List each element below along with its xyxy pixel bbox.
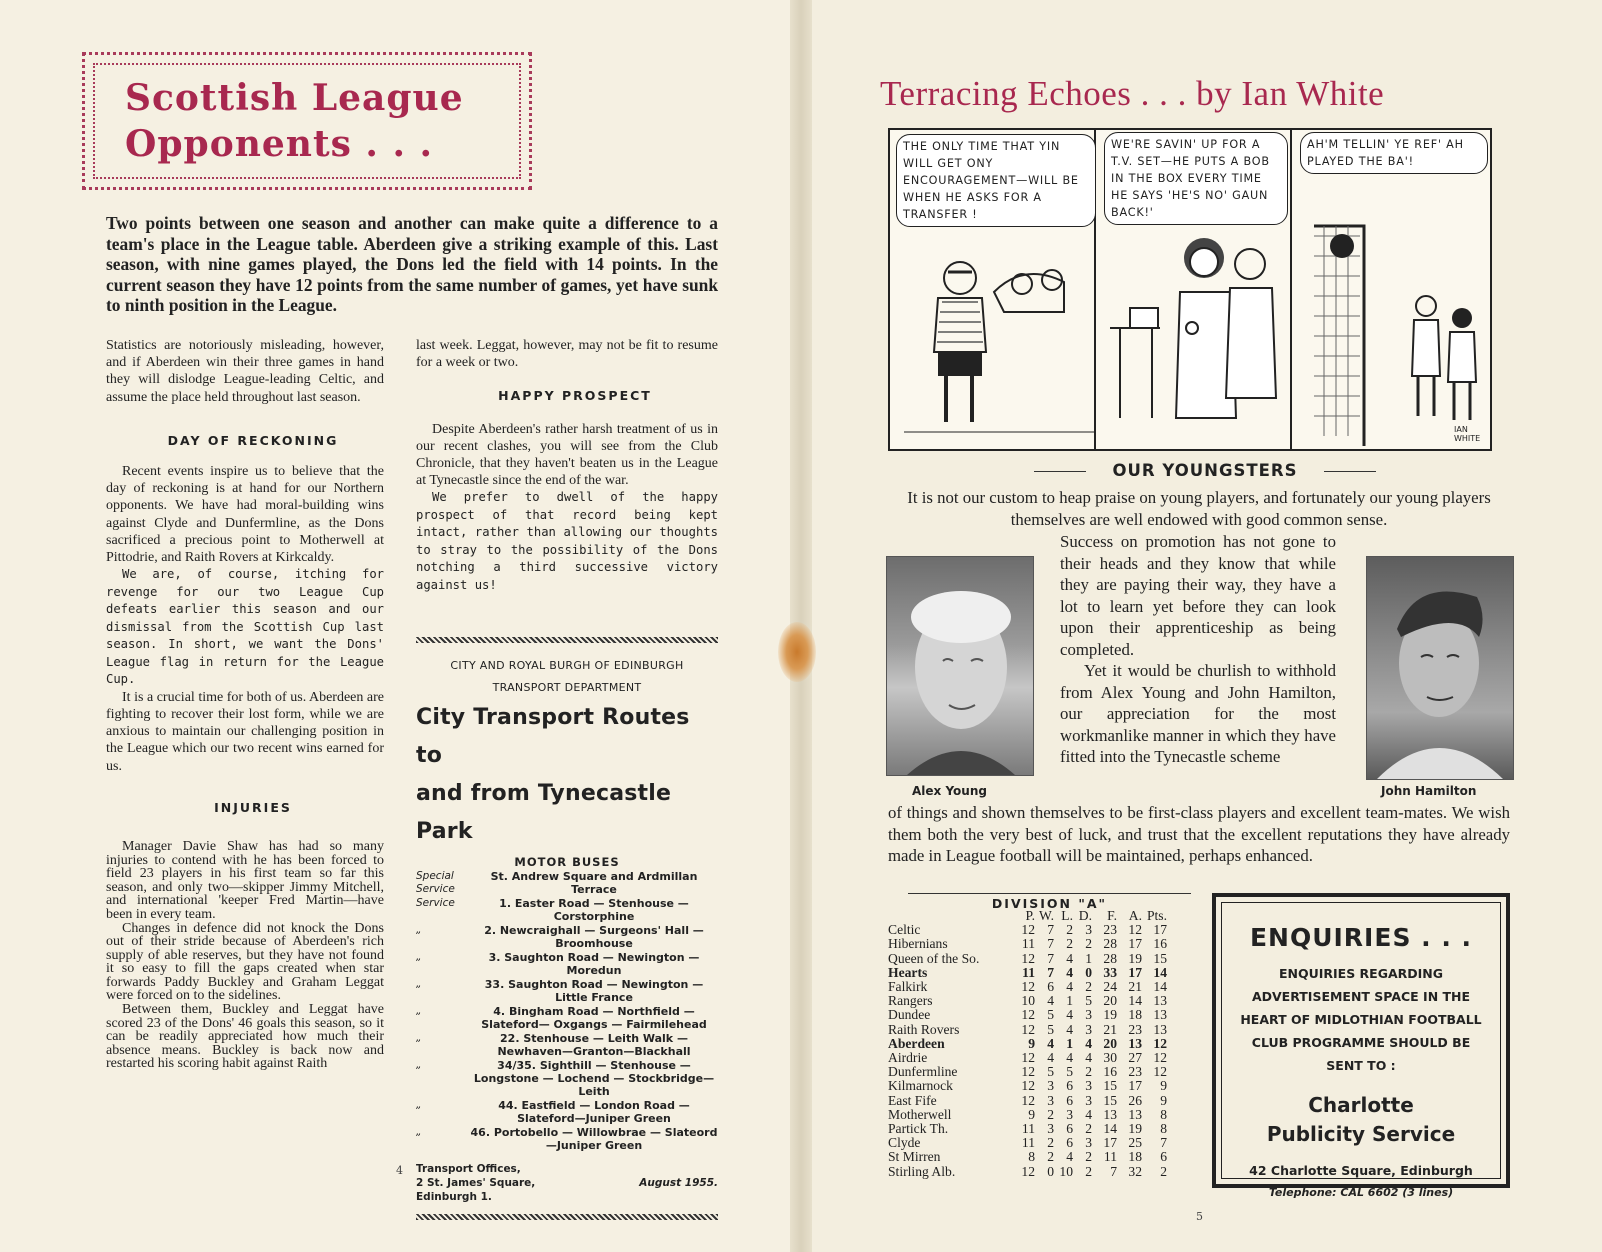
table-cell-pts: 8 [1160, 1121, 1167, 1137]
table-cell-p: 8 [1028, 1149, 1035, 1165]
title-line-1: Scottish League [125, 77, 464, 119]
table-cell-p: 12 [1021, 1007, 1035, 1023]
table-cell-w: 2 [1047, 1149, 1054, 1165]
table-cell-d: 2 [1085, 1149, 1092, 1165]
portrait-alex-young-icon [887, 557, 1033, 775]
team-name: Dunfermline [888, 1065, 958, 1080]
transport-bottom-rule [416, 1214, 718, 1220]
league-table-body [888, 923, 1191, 1179]
table-cell-p: 12 [1021, 1021, 1035, 1037]
cartoon-footballer-drawing [894, 242, 1094, 442]
table-cell-l: 4 [1066, 1050, 1073, 1066]
table-cell-pts: 17 [1153, 922, 1167, 938]
table-cell-a: 13 [1128, 1035, 1142, 1051]
table-cell-pts: 16 [1153, 936, 1167, 952]
table-cell-f: 28 [1103, 950, 1117, 966]
table-cell-l: 10 [1059, 1163, 1073, 1179]
table-cell-f: 30 [1103, 1050, 1117, 1066]
team-name: Partick Th. [888, 1122, 949, 1137]
team-name: Celtic [888, 923, 921, 938]
table-row [888, 1122, 1191, 1136]
table-cell-f: 17 [1103, 1135, 1117, 1151]
table-cell-f: 33 [1103, 964, 1117, 980]
table-cell-d: 2 [1085, 936, 1092, 952]
table-cell-f: 20 [1103, 993, 1117, 1009]
col-header-l: L. [1061, 908, 1073, 923]
table-cell-f: 7 [1110, 1163, 1117, 1179]
route-text: 2. Newcraighall — Surgeons' Hall —Broomhouse [484, 924, 704, 950]
table-cell-f: 14 [1103, 1121, 1117, 1137]
table-row [888, 1108, 1191, 1122]
lead-paragraph: Two points between one season and another can make quite a difference to a team's place in the League table. Aberdeen give a striking example of this. Last season, with nine games played, the Dons led the field with 14 points. In the current season they have 12 points from the same number of games, yet have sunk to ninth position in the League. [106, 213, 718, 316]
table-cell-l: 1 [1066, 1035, 1073, 1051]
table-row [888, 1094, 1191, 1108]
offices-line-2: 2 St. James' Square, [416, 1177, 536, 1189]
route-text: 33. Saughton Road — Newington — Little France [484, 978, 704, 1004]
col-header-pts: Pts. [1146, 908, 1167, 923]
route-text: 22. Stenhouse — Leith Walk — Newhaven—Granton—Blackhall [497, 1032, 691, 1058]
table-cell-pts: 12 [1153, 1035, 1167, 1051]
col1-paragraph-6: Changes in defence did not knock the Dons out of their stride because of Aberdeen's rich supply of able reserves, but they have not found it so easy to fill the gaps created when star forwards Paddy Buckley and Graham Leggat were forced on to the sidelines. [106, 920, 384, 1004]
table-cell-a: 19 [1128, 950, 1142, 966]
table-cell-d: 4 [1085, 1050, 1092, 1066]
table-cell-p: 11 [1021, 936, 1035, 952]
rust-stain [778, 622, 816, 682]
table-cell-f: 16 [1103, 1064, 1117, 1080]
table-cell-l: 6 [1066, 1092, 1073, 1108]
table-cell-f: 23 [1103, 922, 1117, 938]
table-cell-w: 6 [1047, 979, 1054, 995]
cartoon-strip [888, 128, 1492, 451]
table-cell-d: 3 [1085, 1092, 1092, 1108]
transport-subtitle: MOTOR BUSES [514, 855, 620, 869]
team-name: Rangers [888, 994, 933, 1009]
table-cell-w: 4 [1047, 1050, 1054, 1066]
col-header-w: W. [1039, 908, 1054, 923]
terracing-echoes-title: Terracing Echoes . . . by Ian White [880, 74, 1385, 113]
table-cell-f: 13 [1103, 1106, 1117, 1122]
table-cell-w: 3 [1047, 1121, 1054, 1137]
table-cell-l: 4 [1066, 1007, 1073, 1023]
table-cell-d: 4 [1085, 1035, 1092, 1051]
col-header-p: P. [1025, 908, 1035, 923]
table-cell-p: 10 [1021, 993, 1035, 1009]
table-cell-a: 17 [1128, 936, 1142, 952]
table-cell-l: 1 [1066, 993, 1073, 1009]
cartoon-panel-2 [1096, 130, 1292, 449]
table-cell-p: 12 [1021, 1064, 1035, 1080]
transport-date: August 1955. [639, 1177, 718, 1189]
table-cell-l: 4 [1066, 979, 1073, 995]
table-cell-pts: 14 [1153, 979, 1167, 995]
table-row [888, 923, 1191, 937]
table-cell-w: 2 [1047, 1135, 1054, 1151]
portrait-john-hamilton-icon [1367, 557, 1513, 779]
table-cell-a: 14 [1128, 993, 1142, 1009]
route-item [416, 897, 718, 923]
enquiries-address: 42 Charlotte Square, Edinburgh [1249, 1163, 1473, 1178]
table-cell-p: 12 [1021, 1163, 1035, 1179]
transport-title-line-1: City Transport Routes to [416, 705, 690, 768]
table-cell-a: 23 [1128, 1064, 1142, 1080]
table-row [888, 1165, 1191, 1179]
table-cell-d: 2 [1085, 1121, 1092, 1137]
table-cell-a: 32 [1128, 1163, 1142, 1179]
transport-dept-line-1: CITY AND ROYAL BURGH OF EDINBURGH [450, 659, 684, 672]
table-cell-pts: 9 [1160, 1078, 1167, 1094]
photo-alex-young [886, 556, 1034, 776]
table-cell-d: 3 [1085, 1007, 1092, 1023]
route-label: „ [416, 1099, 422, 1111]
speech-bubble-1: THE ONLY TIME THAT YIN WILL GET ONY ENCOURAGEMENT—WILL BE WHEN HE ASKS FOR A TRANSFER ! [896, 134, 1096, 227]
table-cell-l: 6 [1066, 1135, 1073, 1151]
table-cell-w: 7 [1047, 922, 1054, 938]
route-label: „ [416, 1126, 422, 1138]
table-cell-a: 17 [1128, 1078, 1142, 1094]
caption-john-hamilton: John Hamilton [1381, 784, 1477, 798]
table-row [888, 1023, 1191, 1037]
table-cell-d: 2 [1085, 979, 1092, 995]
team-name: Stirling Alb. [888, 1164, 956, 1179]
cartoon-signature: IAN WHITE [1454, 425, 1481, 443]
cartoon-panel-3 [1292, 130, 1492, 449]
table-row [888, 1037, 1191, 1051]
route-label: „ [416, 924, 422, 936]
table-cell-w: 7 [1047, 964, 1054, 980]
table-cell-pts: 12 [1153, 1050, 1167, 1066]
table-cell-pts: 12 [1153, 1064, 1167, 1080]
table-cell-w: 5 [1047, 1021, 1054, 1037]
youngsters-conclusion: of things and shown themselves to be first-class players and excellent team-mates. We wish them both the very best of luck, and trust that the excellent reputations they have already made in League football will be maintained, perhaps enhanced. [888, 803, 1510, 865]
enquiries-title: ENQUIRIES . . . [1249, 923, 1473, 952]
route-text: 34/35. Sighthill — Stenhouse — Longstone — Lochend — Stockbridge—Leith [473, 1059, 715, 1098]
table-cell-f: 21 [1103, 1021, 1117, 1037]
table-cell-a: 18 [1128, 1007, 1142, 1023]
table-cell-pts: 13 [1153, 1007, 1167, 1023]
col1-paragraph-2: Recent events inspire us to believe that the day of reckoning is at hand for our Northern opponents. We have had moral-building wins against Clyde and Dunfermline, as the Dons sacrificed a precious point to Motherwell at Pittodrie, and Raith Rovers at Kirkcaldy. [106, 464, 384, 566]
table-cell-a: 27 [1128, 1050, 1142, 1066]
table-cell-l: 4 [1066, 964, 1073, 980]
col2-paragraph-2: Despite Aberdeen's rather harsh treatment of us in our recent clashes, you will see from the Club Chronicle, that they haven't beaten us in the League at Tynecastle since the end of the war. [416, 421, 718, 489]
col1-paragraph-7: Between them, Buckley and Leggat have scored 23 of the Dons' 46 goals this season, so it can be readily appreciated how much their absence means. Buckley is back now and restarted his scoring habit against Raith [106, 1002, 384, 1072]
route-item [416, 1032, 718, 1058]
table-cell-d: 0 [1085, 964, 1092, 980]
table-row [888, 1008, 1191, 1022]
transport-top-rule [416, 637, 718, 643]
cartoon-couple-drawing [1100, 218, 1290, 448]
table-cell-pts: 7 [1160, 1135, 1167, 1151]
table-cell-w: 7 [1047, 950, 1054, 966]
team-name: Dundee [888, 1008, 931, 1023]
team-name: Hearts [888, 965, 928, 980]
table-cell-pts: 9 [1160, 1092, 1167, 1108]
table-cell-l: 5 [1066, 1064, 1073, 1080]
table-cell-l: 2 [1066, 936, 1073, 952]
table-cell-a: 17 [1128, 964, 1142, 980]
table-cell-w: 3 [1047, 1078, 1054, 1094]
table-cell-w: 5 [1047, 1064, 1054, 1080]
league-table [888, 893, 1191, 1179]
offices-line-1: Transport Offices, [416, 1163, 521, 1175]
table-cell-pts: 14 [1153, 964, 1167, 980]
table-cell-l: 3 [1066, 1106, 1073, 1122]
enquiries-box [1212, 893, 1510, 1199]
table-cell-a: 23 [1128, 1021, 1142, 1037]
table-row [888, 937, 1191, 951]
youngsters-middle [1060, 531, 1336, 768]
table-cell-w: 4 [1047, 1035, 1054, 1051]
table-cell-l: 4 [1066, 1021, 1073, 1037]
table-cell-w: 3 [1047, 1092, 1054, 1108]
table-cell-d: 2 [1085, 1064, 1092, 1080]
table-cell-d: 3 [1085, 922, 1092, 938]
table-cell-a: 12 [1128, 922, 1142, 938]
table-row [888, 980, 1191, 994]
table-cell-p: 11 [1021, 1135, 1035, 1151]
table-cell-p: 12 [1021, 950, 1035, 966]
col2-paragraph-1: last week. Leggat, however, may not be fit to resume for a week or two. [416, 338, 718, 371]
table-cell-p: 9 [1028, 1035, 1035, 1051]
team-name: Clyde [888, 1136, 921, 1151]
table-row [888, 1065, 1191, 1079]
table-cell-f: 11 [1103, 1149, 1117, 1165]
table-cell-a: 19 [1128, 1121, 1142, 1137]
route-item [416, 1059, 718, 1098]
table-cell-p: 12 [1021, 922, 1035, 938]
table-cell-a: 26 [1128, 1092, 1142, 1108]
route-text: 4. Bingham Road — Northfield — Slateford— Oxgangs — Fairmilehead [481, 1005, 707, 1031]
table-cell-p: 9 [1028, 1106, 1035, 1122]
route-text: St. Andrew Square and Ardmillan Terrace [490, 870, 698, 896]
table-cell-a: 18 [1128, 1149, 1142, 1165]
table-cell-pts: 2 [1160, 1163, 1167, 1179]
table-cell-w: 4 [1047, 993, 1054, 1009]
youngsters-intro: It is not our custom to heap praise on young players, and fortunately our young players themselves are well endowed with good common sense. [907, 488, 1491, 529]
col-header-f: F. [1107, 908, 1117, 923]
table-cell-pts: 15 [1153, 950, 1167, 966]
route-item [416, 1126, 718, 1152]
speech-bubble-2: WE'RE SAVIN' UP FOR A T.V. SET—HE PUTS A BOB IN THE BOX EVERY TIME HE SAYS 'HE'S NO' GAUN BACK!' [1104, 132, 1288, 225]
col-header-d: D. [1078, 908, 1092, 923]
table-cell-pts: 13 [1153, 993, 1167, 1009]
page-number-left: 4 [396, 1164, 403, 1177]
table-cell-w: 0 [1047, 1163, 1054, 1179]
table-cell-l: 4 [1066, 950, 1073, 966]
table-cell-l: 6 [1066, 1121, 1073, 1137]
table-cell-p: 12 [1021, 1078, 1035, 1094]
col1-paragraph-4: It is a crucial time for both of us. Aberdeen are fighting to recover their lost form, while we are anxious to maintain our challenging position in the League which our two recent wins earned for us. [106, 689, 384, 774]
table-cell-d: 5 [1085, 993, 1092, 1009]
route-item [416, 978, 718, 1004]
table-cell-pts: 8 [1160, 1106, 1167, 1122]
table-cell-l: 4 [1066, 1149, 1073, 1165]
table-cell-f: 15 [1103, 1078, 1117, 1094]
col1-paragraph-5: Manager Davie Shaw has had so many injuries to contend with he has been forced to field 23 players in his first team so far this season, and only two—skipper Jimmy Mitchell, and international 'keeper Fred Martin—have been in every team. [106, 838, 384, 922]
table-cell-a: 21 [1128, 979, 1142, 995]
route-item [416, 924, 718, 950]
transport-title-line-2: and from Tynecastle Park [416, 781, 672, 844]
table-cell-d: 1 [1085, 950, 1092, 966]
route-label: „ [416, 1005, 422, 1017]
transport-dept-line-2: TRANSPORT DEPARTMENT [492, 681, 642, 694]
cartoon-panel-1 [890, 130, 1096, 449]
enquiries-body: ENQUIRIES REGARDING ADVERTISEMENT SPACE IN THE HEART OF MIDLOTHIAN FOOTBALL CLUB PROGRAMME SHOULD BE SENT TO : [1240, 966, 1482, 1073]
heading-injuries: INJURIES [214, 799, 292, 815]
route-label: Service [416, 897, 455, 909]
table-cell-d: 3 [1085, 1135, 1092, 1151]
table-cell-f: 19 [1103, 1007, 1117, 1023]
table-row [888, 1079, 1191, 1093]
table-cell-d: 3 [1085, 1078, 1092, 1094]
table-cell-d: 3 [1085, 1021, 1092, 1037]
team-name: Hibernians [888, 937, 948, 952]
table-cell-pts: 6 [1160, 1149, 1167, 1165]
column-2 [416, 337, 718, 594]
table-cell-a: 25 [1128, 1135, 1142, 1151]
youngsters-paragraph-1: Success on promotion has not gone to their heads and they know that while they are paying their way, they have a lot to learn yet before they can look upon their apprenticeship as being completed. [1060, 532, 1336, 659]
team-name: Falkirk [888, 980, 928, 995]
table-cell-p: 11 [1021, 1121, 1035, 1137]
table-cell-f: 20 [1103, 1035, 1117, 1051]
youngsters-paragraph-2: Yet it would be churlish to withhold from Alex Young and John Hamilton, our appreciation for the most workmanlike manner in which they have fitted into the Tynecastle scheme [1060, 661, 1336, 766]
table-cell-pts: 13 [1153, 1021, 1167, 1037]
table-cell-w: 5 [1047, 1007, 1054, 1023]
table-cell-l: 6 [1066, 1078, 1073, 1094]
table-cell-p: 12 [1021, 1050, 1035, 1066]
table-row [888, 966, 1191, 980]
table-row [888, 1150, 1191, 1164]
route-text: 44. Eastfield — London Road — Slateford—Juniper Green [498, 1099, 690, 1125]
left-page [0, 0, 798, 1252]
route-label: Special Service [416, 870, 455, 895]
route-text: 1. Easter Road — Stenhouse — Corstorphine [499, 897, 689, 923]
team-name: East Fife [888, 1093, 937, 1108]
table-cell-p: 11 [1022, 964, 1035, 980]
team-name: Airdrie [888, 1051, 928, 1066]
route-text: 3. Saughton Road — Newington — Moredun [488, 951, 700, 977]
route-item [416, 951, 718, 977]
table-cell-d: 2 [1085, 1163, 1092, 1179]
table-row [888, 952, 1191, 966]
transport-footer [416, 1162, 718, 1204]
title-line-2: Opponents . . . [125, 123, 434, 165]
route-text: 46. Portobello — Willowbrae — Slateord—Juniper Green [470, 1126, 718, 1152]
cartoon-goal-drawing [1294, 186, 1490, 446]
route-list [416, 870, 718, 1152]
page-title [125, 75, 464, 167]
table-cell-f: 28 [1103, 936, 1117, 952]
caption-alex-young: Alex Young [912, 784, 987, 798]
speech-bubble-3: AH'M TELLIN' YE REF' AH PLAYED THE BA'! [1300, 132, 1488, 174]
heading-happy-prospect: HAPPY PROSPECT [498, 388, 652, 404]
route-label: „ [416, 951, 422, 963]
table-cell-w: 7 [1047, 936, 1054, 952]
route-label: „ [416, 1059, 422, 1071]
team-name: Motherwell [888, 1107, 952, 1122]
table-cell-f: 15 [1103, 1092, 1117, 1108]
table-row [888, 1051, 1191, 1065]
route-item [416, 1005, 718, 1031]
table-cell-p: 12 [1021, 979, 1035, 995]
transport-notice [416, 655, 718, 1220]
table-cell-d: 4 [1085, 1106, 1092, 1122]
table-cell-a: 13 [1128, 1106, 1142, 1122]
route-label: „ [416, 978, 422, 990]
col-header-a: A. [1128, 908, 1142, 923]
team-name: Kilmarnock [888, 1079, 953, 1094]
column-1 [106, 337, 384, 1071]
col1-paragraph-3: We are, of course, itching for revenge for our two League Cup defeats earlier this season and our dismissal from the Scottish Cup last season. In short, we want the Dons' League flag in return for the League Cup. [106, 567, 384, 687]
table-row [888, 1136, 1191, 1150]
table-cell-f: 24 [1103, 979, 1117, 995]
transport-offices [416, 1162, 535, 1204]
table-cell-w: 2 [1047, 1106, 1054, 1122]
route-item [416, 1099, 718, 1125]
table-cell-l: 2 [1066, 922, 1073, 938]
team-name: Raith Rovers [888, 1022, 960, 1037]
league-table-title: DIVISION "A" [908, 893, 1191, 911]
enquiries-company: Charlotte Publicity Service [1266, 1093, 1456, 1146]
team-name: St Mirren [888, 1150, 941, 1165]
page-number-right: 5 [1196, 1210, 1203, 1223]
col1-paragraph-1: Statistics are notoriously misleading, however, and if Aberdeen win their three games in hand they will dislodge League-leading Celtic, and assume the place held throughout last season. [106, 338, 384, 405]
route-item [416, 870, 718, 896]
team-name: Queen of the So. [888, 951, 980, 966]
enquiries-phone: Telephone: CAL 6602 (3 lines) [1268, 1186, 1454, 1199]
heading-day-of-reckoning: DAY OF RECKONING [167, 432, 339, 448]
offices-line-3: Edinburgh 1. [416, 1191, 492, 1203]
team-name: Aberdeen [888, 1036, 945, 1051]
col2-paragraph-3: We prefer to dwell of the happy prospect of that record being kept intact, rather than allowing our thoughts to stray to the possibility of the Dons notching a third successive victory against us! [416, 490, 718, 592]
title-frame [82, 52, 532, 190]
route-label: „ [416, 1032, 422, 1044]
league-table-header [888, 909, 1191, 923]
table-row [888, 994, 1191, 1008]
photo-john-hamilton [1366, 556, 1514, 780]
heading-our-youngsters: OUR YOUNGSTERS [1000, 461, 1410, 480]
table-cell-p: 12 [1021, 1092, 1035, 1108]
